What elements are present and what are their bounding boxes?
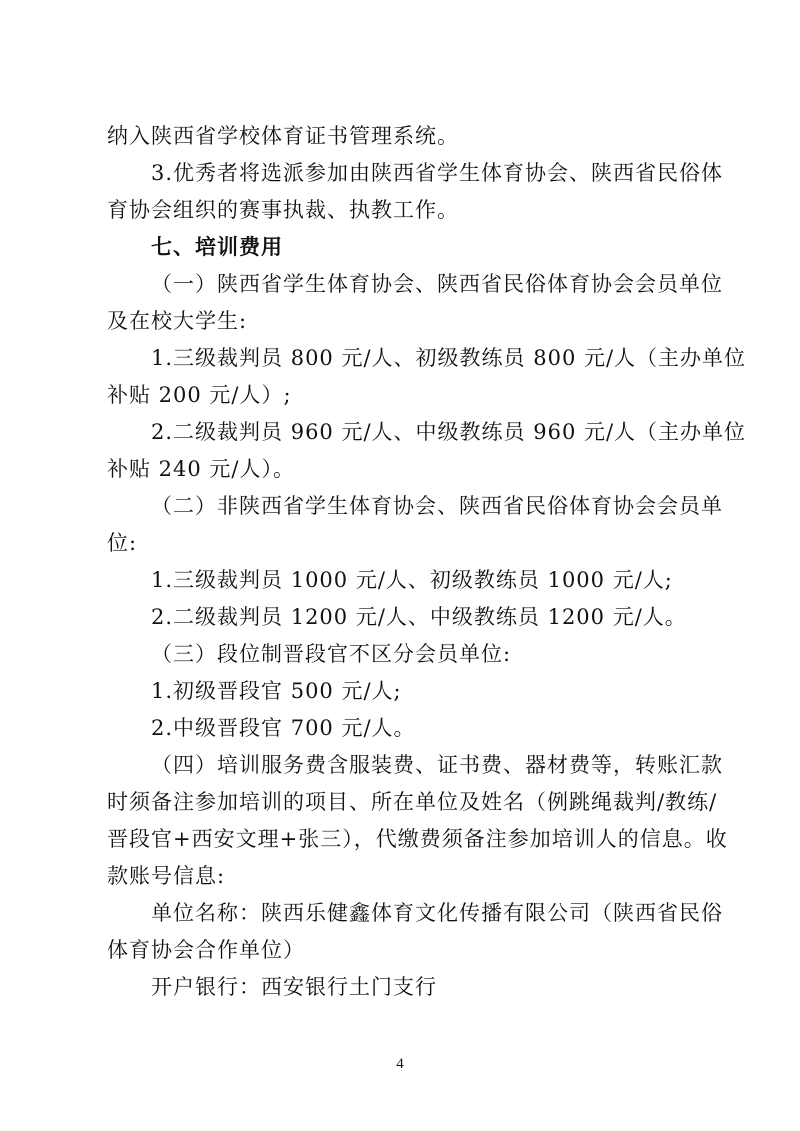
body-line: 体育协会合作单位） bbox=[107, 938, 305, 962]
body-line: 2.中级晋段官 700 元/人。 bbox=[151, 716, 416, 740]
body-line: 位: bbox=[107, 531, 138, 555]
body-line: 3.优秀者将选派参加由陕西省学生体育协会、陕西省民俗体 bbox=[151, 161, 724, 185]
body-line: 开户银行：西安银行土门支行 bbox=[151, 975, 437, 999]
document-body bbox=[107, 118, 747, 1006]
body-line: 1.初级晋段官 500 元/人; bbox=[151, 679, 402, 703]
body-line: 晋段官+西安文理+张三），代缴费须备注参加培训人的信息。收 bbox=[107, 827, 728, 851]
section-heading: 七、培训费用 bbox=[151, 235, 283, 259]
body-line: 纳入陕西省学校体育证书管理系统。 bbox=[107, 124, 459, 148]
body-line: 单位名称：陕西乐健鑫体育文化传播有限公司（陕西省民俗 bbox=[151, 901, 723, 925]
body-line: （二）非陕西省学生体育协会、陕西省民俗体育协会会员单 bbox=[151, 494, 723, 518]
body-line: 款账号信息: bbox=[107, 864, 226, 888]
body-line: 补贴 240 元/人）。 bbox=[107, 457, 296, 481]
body-line: 2.二级裁判员 1200 元/人、中级教练员 1200 元/人。 bbox=[151, 605, 687, 629]
body-line: （一）陕西省学生体育协会、陕西省民俗体育协会会员单位 bbox=[151, 272, 723, 296]
body-line: 时须备注参加培训的项目、所在单位及姓名（例跳绳裁判/教练/ bbox=[107, 790, 718, 814]
body-line: 育协会组织的赛事执裁、执教工作。 bbox=[107, 198, 459, 222]
body-line: 补贴 200 元/人）; bbox=[107, 383, 292, 407]
body-line: 1.三级裁判员 1000 元/人、初级教练员 1000 元/人; bbox=[151, 568, 673, 592]
page-number: 4 bbox=[396, 1056, 404, 1072]
body-line: 1.三级裁判员 800 元/人、初级教练员 800 元/人（主办单位 bbox=[151, 346, 747, 370]
body-line: 及在校大学生: bbox=[107, 309, 248, 333]
body-line: （三）段位制晋段官不区分会员单位: bbox=[151, 642, 512, 666]
body-line: （四）培训服务费含服装费、证书费、器材费等，转账汇款 bbox=[151, 753, 723, 777]
body-line: 2.二级裁判员 960 元/人、中级教练员 960 元/人（主办单位 bbox=[151, 420, 747, 444]
